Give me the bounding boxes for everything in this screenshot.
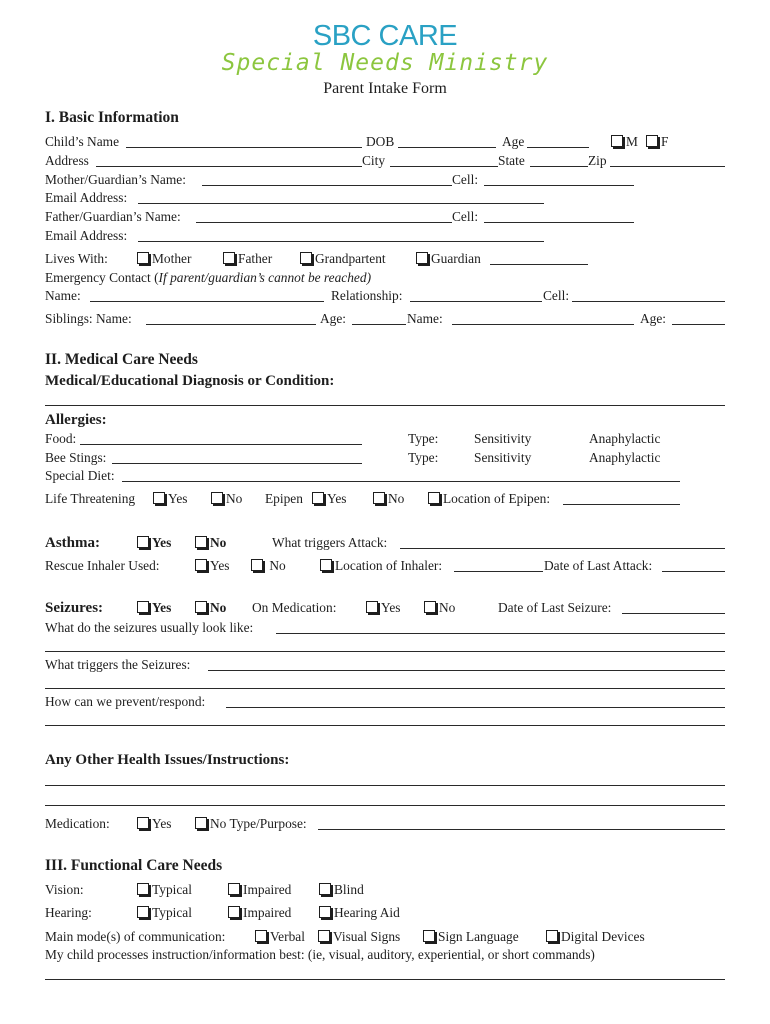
life-no-checkbox[interactable]	[211, 492, 223, 504]
female-checkbox[interactable]	[646, 135, 658, 147]
address-label: Address	[45, 153, 89, 168]
medication-yes-checkbox[interactable]	[137, 817, 149, 829]
food-anaphylactic-option[interactable]: Anaphylactic	[589, 431, 661, 446]
relationship-label: Relationship:	[331, 288, 403, 303]
inhaler-location-checkbox[interactable]	[320, 559, 332, 571]
logo-main: SBC CARE	[312, 20, 458, 52]
food-label: Food:	[45, 431, 77, 446]
hearing-impaired-label: Impaired	[243, 905, 292, 920]
bee-stings-field[interactable]	[112, 463, 362, 464]
hearing-typical-label: Typical	[152, 905, 192, 920]
sibling2-age-field[interactable]	[672, 324, 725, 325]
father-name-label: Father/Guardian’s Name:	[45, 209, 181, 224]
father-name-field[interactable]	[196, 222, 452, 223]
seizure-triggers-field[interactable]	[208, 670, 725, 671]
communication-label: Main mode(s) of communication:	[45, 929, 226, 944]
epipen-label: Epipen	[265, 491, 303, 506]
hearing-typical-checkbox[interactable]	[137, 906, 149, 918]
hearing-aid-checkbox[interactable]	[319, 906, 331, 918]
life-yes-checkbox[interactable]	[153, 492, 165, 504]
emergency-cell-label: Cell:	[543, 288, 570, 303]
special-diet-label: Special Diet:	[45, 468, 115, 483]
female-label: F	[661, 134, 669, 149]
sibling2-name-field[interactable]	[452, 324, 634, 325]
mother-cell-label: Cell:	[452, 172, 479, 187]
form-title: Parent Intake Form	[323, 80, 447, 97]
bee-stings-label: Bee Stings:	[45, 450, 107, 465]
inhaler-location-label: Location of Inhaler:	[335, 558, 443, 573]
mother-email-label: Email Address:	[45, 190, 128, 205]
lives-father-label: Father	[238, 251, 273, 266]
comm-sign-language-label: Sign Language	[438, 929, 519, 944]
asthma-yes-checkbox[interactable]	[137, 536, 149, 548]
state-label: State	[498, 153, 525, 168]
life-threatening-label: Life Threatening	[45, 491, 136, 506]
emergency-cell-field[interactable]	[572, 301, 725, 302]
mother-name-label: Mother/Guardian’s Name:	[45, 172, 186, 187]
life-yes-label: Yes	[168, 491, 188, 506]
epipen-no-label: No	[388, 491, 405, 506]
last-seizure-field[interactable]	[622, 613, 725, 614]
vision-impaired-checkbox[interactable]	[228, 883, 240, 895]
triggers-attack-label: What triggers Attack:	[272, 535, 388, 550]
zip-field[interactable]	[610, 166, 725, 167]
asthma-label: Asthma:	[45, 535, 100, 551]
seizure-med-yes-label: Yes	[381, 600, 401, 615]
other-health-field-1[interactable]	[45, 785, 725, 786]
diagnosis-field[interactable]	[45, 405, 725, 406]
inhaler-no-checkbox[interactable]	[251, 559, 263, 571]
father-cell-label: Cell:	[452, 209, 479, 224]
address-field[interactable]	[96, 166, 362, 167]
vision-blind-checkbox[interactable]	[319, 883, 331, 895]
triggers-attack-field[interactable]	[400, 548, 725, 549]
seizures-yes-label: Yes	[152, 600, 172, 615]
lives-mother-checkbox[interactable]	[137, 252, 149, 264]
bee-type-label: Type:	[408, 450, 439, 465]
dob-field[interactable]	[398, 147, 496, 148]
bee-sensitivity-option[interactable]: Sensitivity	[474, 450, 532, 465]
seizure-med-no-label: No	[439, 600, 456, 615]
age-label: Age	[502, 134, 525, 149]
processes-field[interactable]	[45, 979, 725, 980]
epipen-location-checkbox[interactable]	[428, 492, 440, 504]
medication-yes-label: Yes	[152, 816, 172, 831]
allergies-label: Allergies:	[45, 412, 107, 428]
relationship-field[interactable]	[410, 301, 542, 302]
medication-purpose-field[interactable]	[318, 829, 725, 830]
asthma-yes-label: Yes	[152, 535, 172, 550]
food-field[interactable]	[80, 444, 362, 445]
processes-label: My child processes instruction/information best: (ie, visual, auditory, experiential, or short commands)	[45, 947, 595, 962]
seizure-med-no-checkbox[interactable]	[424, 601, 436, 613]
medication-no-checkbox[interactable]	[195, 817, 207, 829]
dob-label: DOB	[366, 134, 395, 149]
comm-digital-label: Digital Devices	[561, 929, 645, 944]
vision-label: Vision:	[45, 882, 84, 897]
inhaler-location-field[interactable]	[454, 571, 543, 572]
seizures-label: Seizures:	[45, 600, 104, 616]
city-field[interactable]	[390, 166, 498, 167]
child-name-label: Child’s Name	[45, 134, 120, 149]
seizure-triggers-field-2[interactable]	[45, 688, 725, 689]
diagnosis-label: Medical/Educational Diagnosis or Condition:	[45, 373, 335, 389]
seizures-no-label: No	[210, 600, 227, 615]
lives-guardian-checkbox[interactable]	[416, 252, 428, 264]
father-cell-field[interactable]	[484, 222, 634, 223]
lives-grandparent-label: Grandpartent	[315, 251, 386, 266]
seizure-look-field[interactable]	[276, 633, 725, 634]
vision-impaired-label: Impaired	[243, 882, 292, 897]
seizure-look-label: What do the seizures usually look like:	[45, 620, 254, 635]
hearing-aid-label: Hearing Aid	[334, 905, 400, 920]
comm-digital-checkbox[interactable]	[546, 930, 558, 942]
asthma-no-label: No	[210, 535, 227, 550]
comm-verbal-checkbox[interactable]	[255, 930, 267, 942]
comm-visual-signs-checkbox[interactable]	[318, 930, 330, 942]
lives-grandparent-checkbox[interactable]	[300, 252, 312, 264]
sibling1-name-field[interactable]	[146, 324, 316, 325]
other-health-field-2[interactable]	[45, 805, 725, 806]
sibling1-age-field[interactable]	[352, 324, 406, 325]
lives-with-label: Lives With:	[45, 251, 108, 266]
vision-typical-label: Typical	[152, 882, 192, 897]
city-label: City	[362, 153, 386, 168]
sibling1-age-label: Age:	[320, 311, 347, 326]
state-field[interactable]	[530, 166, 588, 167]
bee-anaphylactic-option[interactable]: Anaphylactic	[589, 450, 661, 465]
medication-label: Medication:	[45, 816, 110, 831]
father-email-label: Email Address:	[45, 228, 128, 243]
lives-mother-label: Mother	[152, 251, 192, 266]
life-no-label: No	[226, 491, 243, 506]
comm-sign-language-checkbox[interactable]	[423, 930, 435, 942]
special-diet-field[interactable]	[122, 481, 680, 482]
lives-with-other-field[interactable]	[490, 264, 588, 265]
father-email-field[interactable]	[138, 241, 544, 242]
lives-father-checkbox[interactable]	[223, 252, 235, 264]
age-field[interactable]	[527, 147, 589, 148]
lives-guardian-label: Guardian	[431, 251, 481, 266]
inhaler-yes-label: Yes	[210, 558, 230, 573]
emergency-name-label: Name:	[45, 288, 81, 303]
other-health-label: Any Other Health Issues/Instructions:	[45, 752, 290, 768]
epipen-location-label: Location of Epipen:	[443, 491, 551, 506]
on-medication-label: On Medication:	[252, 600, 337, 615]
last-attack-label: Date of Last Attack:	[544, 558, 653, 573]
section-medical-heading: II. Medical Care Needs	[45, 351, 198, 368]
seizure-look-field-2[interactable]	[45, 651, 725, 652]
emergency-name-field[interactable]	[90, 301, 324, 302]
food-type-label: Type:	[408, 431, 439, 446]
sibling2-age-label: Age:	[640, 311, 667, 326]
zip-label: Zip	[588, 153, 607, 168]
child-name-field[interactable]	[126, 147, 362, 148]
male-label: M	[626, 134, 638, 149]
section-basic-heading: I. Basic Information	[45, 109, 179, 126]
last-attack-field[interactable]	[662, 571, 725, 572]
rescue-inhaler-label: Rescue Inhaler Used:	[45, 558, 160, 573]
mother-name-field[interactable]	[202, 185, 452, 186]
asthma-no-checkbox[interactable]	[195, 536, 207, 548]
emergency-contact-label: Emergency Contact (If parent/guardian’s cannot be reached)	[45, 270, 372, 285]
comm-verbal-label: Verbal	[270, 929, 305, 944]
inhaler-yes-checkbox[interactable]	[195, 559, 207, 571]
siblings-name-label: Siblings: Name:	[45, 311, 132, 326]
epipen-location-field[interactable]	[563, 504, 680, 505]
epipen-yes-label: Yes	[327, 491, 347, 506]
epipen-no-checkbox[interactable]	[373, 492, 385, 504]
mother-cell-field[interactable]	[484, 185, 634, 186]
section-functional-heading: III. Functional Care Needs	[45, 857, 223, 874]
hearing-impaired-checkbox[interactable]	[228, 906, 240, 918]
seizures-yes-checkbox[interactable]	[137, 601, 149, 613]
prevent-respond-field[interactable]	[226, 707, 725, 708]
medication-no-type-label: No Type/Purpose:	[210, 816, 307, 831]
prevent-respond-field-2[interactable]	[45, 725, 725, 726]
logo-subtitle: Special Needs Ministry	[221, 50, 549, 76]
last-seizure-label: Date of Last Seizure:	[498, 600, 612, 615]
vision-blind-label: Blind	[334, 882, 364, 897]
mother-email-field[interactable]	[138, 203, 544, 204]
seizures-no-checkbox[interactable]	[195, 601, 207, 613]
prevent-respond-label: How can we prevent/respond:	[45, 694, 206, 709]
vision-typical-checkbox[interactable]	[137, 883, 149, 895]
seizure-med-yes-checkbox[interactable]	[366, 601, 378, 613]
inhaler-no-label: No	[269, 558, 286, 573]
epipen-yes-checkbox[interactable]	[312, 492, 324, 504]
comm-visual-signs-label: Visual Signs	[333, 929, 401, 944]
male-checkbox[interactable]	[611, 135, 623, 147]
sibling2-name-label: Name:	[407, 311, 443, 326]
food-sensitivity-option[interactable]: Sensitivity	[474, 431, 532, 446]
seizure-triggers-label: What triggers the Seizures:	[45, 657, 191, 672]
hearing-label: Hearing:	[45, 905, 92, 920]
